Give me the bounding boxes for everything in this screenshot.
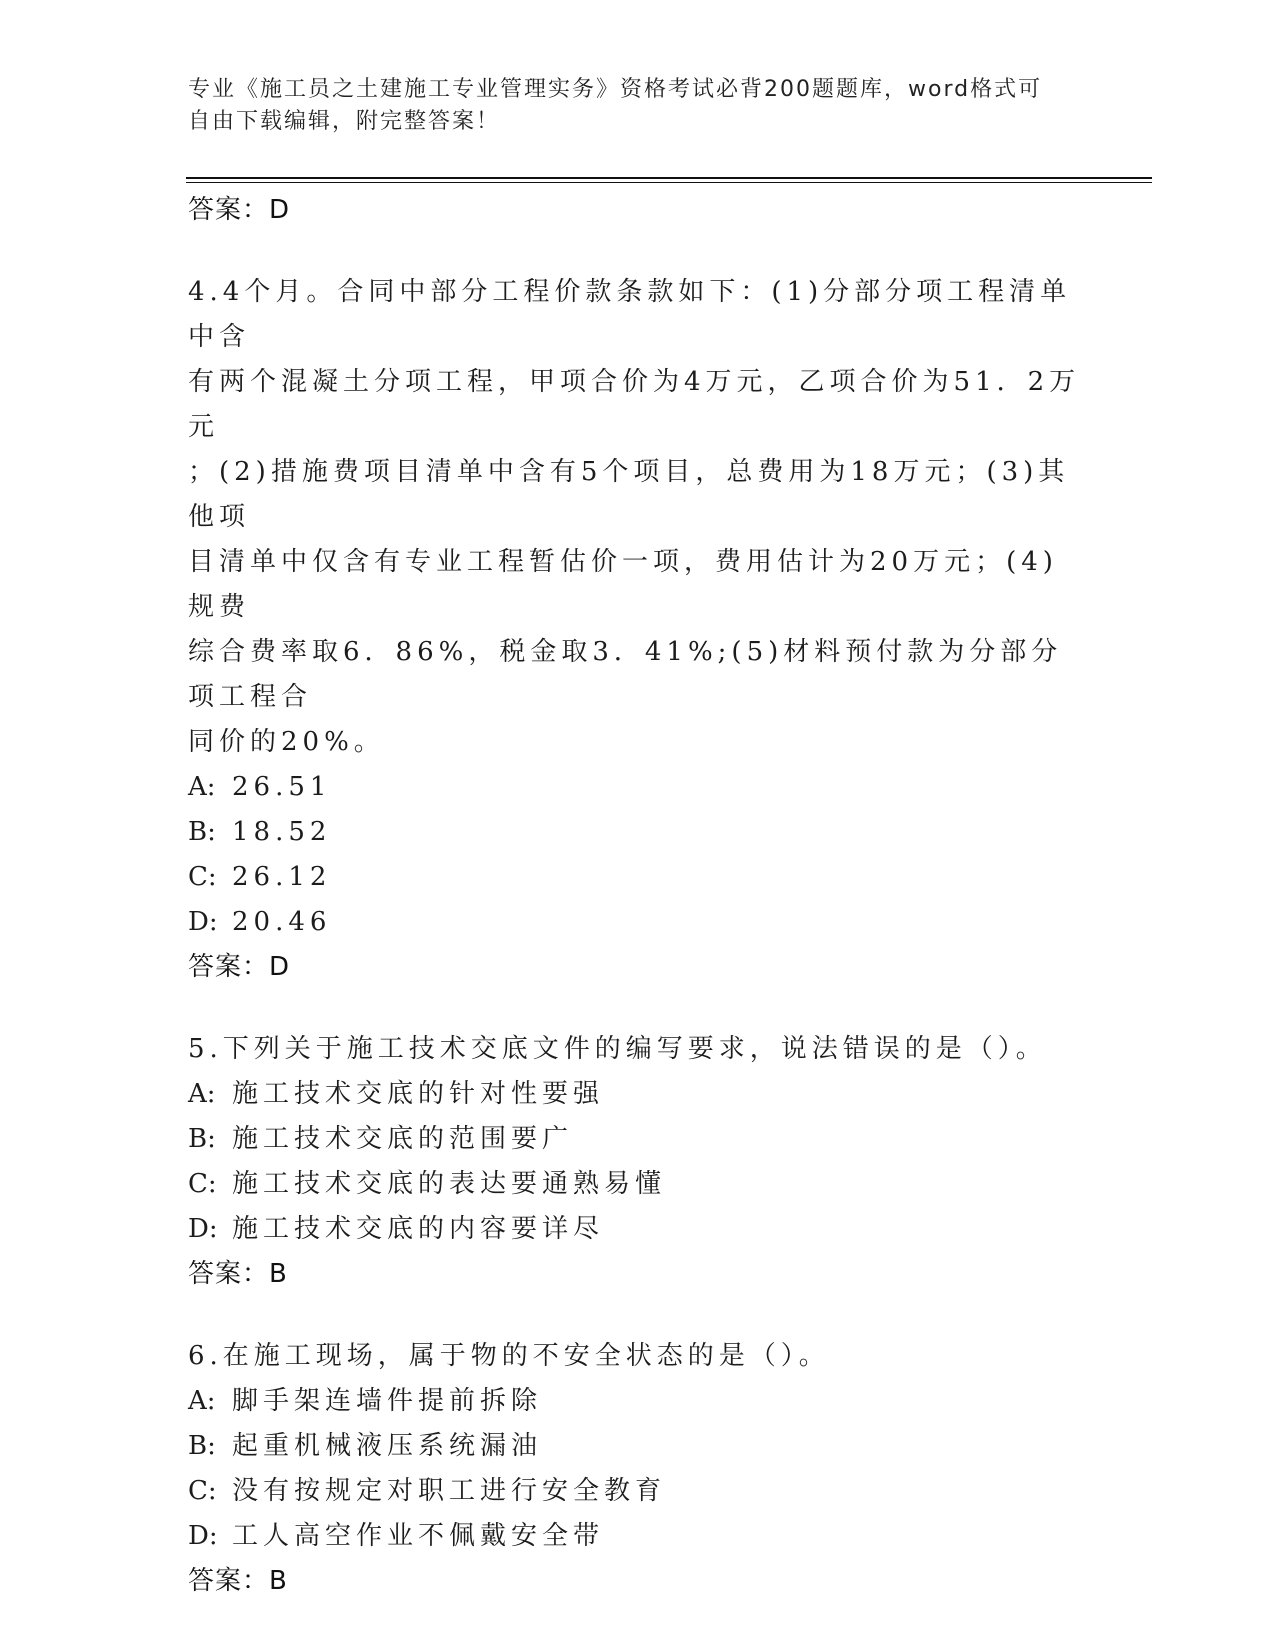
option-letter: D: (188, 907, 218, 937)
option-letter: C: (188, 1476, 217, 1506)
option-text: 工人高空作业不佩戴安全带 (232, 1521, 605, 1551)
option-a (188, 1072, 1088, 1117)
option-b (188, 810, 1088, 855)
option-b (188, 1117, 1088, 1162)
option-text: 26.51 (232, 772, 332, 802)
option-letter: B: (188, 1431, 216, 1461)
option-text: 没有按规定对职工进行安全教育 (232, 1476, 667, 1506)
header-divider-thin (186, 182, 1152, 183)
option-c (188, 1162, 1088, 1207)
answer-line: 答案：D (188, 952, 291, 982)
answer-line: 答案：D (188, 195, 291, 225)
question-text: 4.4个月。合同中部分工程价款条款如下：(1)分部分项工程清单中含 有两个混凝土分项工程，甲项合价为4万元，乙项合价为51．2万元 ；(2)措施费项目清单中含有5个项目，总费用为18万元；(3)其他项 目清单中仅含有专业工程暂估价一项，费用估计为20万元；(4)规费 综合费率取6．86%，税金取3．41%;(5)材料预付款为分部分项工程合 同价的20%。 (188, 277, 1081, 757)
header-line-2: 自由下载编辑，附完整答案！ (188, 109, 501, 134)
option-b (188, 1424, 1088, 1469)
option-text: 施工技术交底的表达要通熟易懂 (232, 1169, 667, 1199)
option-text: 26.12 (232, 862, 332, 892)
option-text: 20.46 (232, 907, 332, 937)
option-text: 起重机械液压系统漏油 (232, 1431, 543, 1461)
option-a (188, 1379, 1088, 1424)
option-c (188, 1469, 1088, 1514)
option-letter: B: (188, 1124, 216, 1154)
option-letter: D: (188, 1214, 218, 1244)
option-c (188, 855, 1088, 900)
option-letter: A: (188, 1079, 216, 1109)
option-letter: A: (188, 1386, 216, 1416)
question-text: 5.下列关于施工技术交底文件的编写要求，说法错误的是（）。 (188, 1034, 1047, 1064)
option-d (188, 900, 1088, 945)
option-text: 施工技术交底的内容要详尽 (232, 1214, 605, 1244)
option-letter: C: (188, 862, 217, 892)
document-body (188, 188, 1088, 1603)
option-text: 施工技术交底的范围要广 (232, 1124, 574, 1154)
option-letter: D: (188, 1521, 218, 1551)
option-letter: C: (188, 1169, 217, 1199)
question-6 (188, 1334, 1088, 1603)
answer-line: 答案：B (188, 1259, 288, 1289)
option-d (188, 1514, 1088, 1559)
option-d (188, 1207, 1088, 1252)
question-5 (188, 1027, 1088, 1296)
option-text: 脚手架连墙件提前拆除 (232, 1386, 543, 1416)
option-text: 施工技术交底的针对性要强 (232, 1079, 605, 1109)
question-4 (188, 270, 1088, 989)
answer-line: 答案：B (188, 1566, 288, 1596)
option-a (188, 765, 1088, 810)
option-text: 18.52 (232, 817, 332, 847)
document-header (188, 74, 1088, 138)
header-divider-thick (186, 177, 1152, 179)
option-letter: A: (188, 772, 216, 802)
option-letter: B: (188, 817, 216, 847)
header-line-1: 专业《施工员之土建施工专业管理实务》资格考试必背200题题库，word格式可 (188, 77, 1043, 102)
question-text: 6.在施工现场，属于物的不安全状态的是（）。 (188, 1341, 830, 1371)
